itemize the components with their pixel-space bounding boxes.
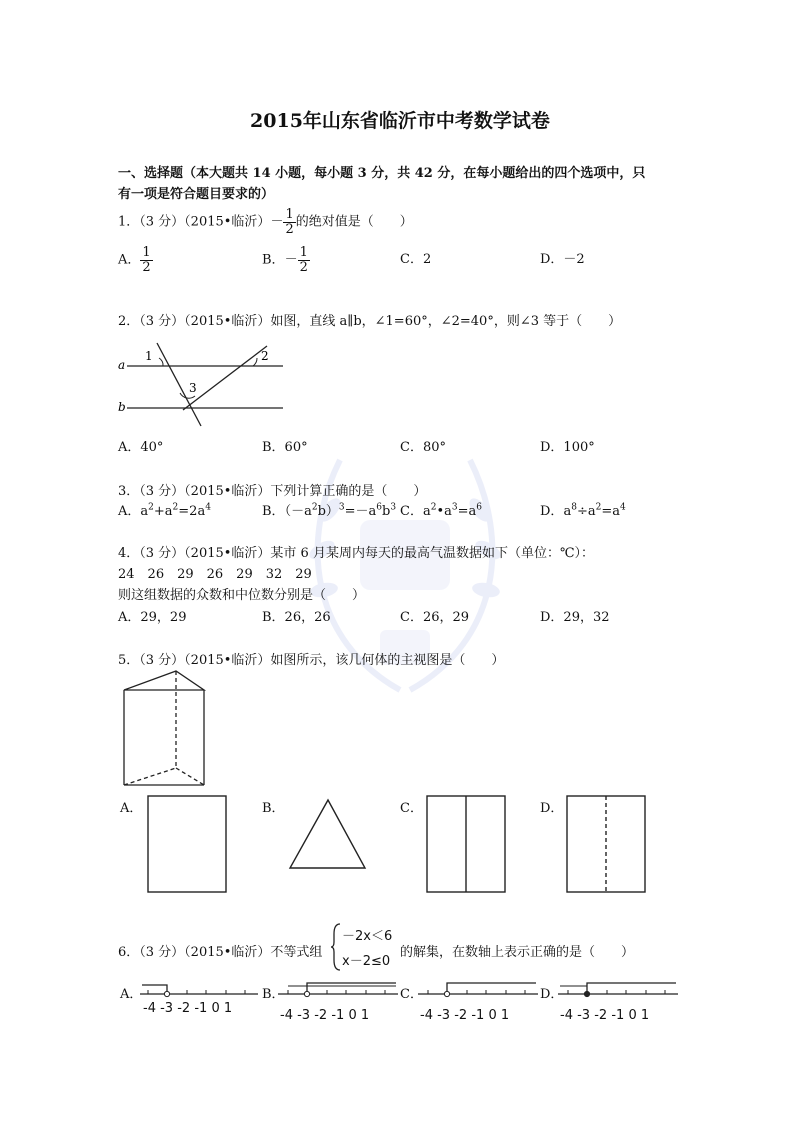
tick: -4 bbox=[560, 1008, 573, 1023]
q5-option-d-dashed-rectangle[interactable] bbox=[565, 794, 647, 894]
q3-a-exp2: 2 bbox=[172, 502, 179, 513]
q1-option-d[interactable]: D．－2 bbox=[540, 252, 585, 267]
q3-b-exp2: 3 bbox=[338, 502, 345, 513]
q6-brace bbox=[330, 922, 342, 972]
q2-angle1-arc bbox=[159, 358, 163, 366]
q6-option-a-number-line[interactable] bbox=[140, 982, 260, 998]
q3-b-label: B． bbox=[262, 504, 285, 519]
q4-option-d[interactable]: D．29，32 bbox=[540, 610, 610, 625]
section-heading-line2: 有一项是符合题目要求的） bbox=[118, 187, 275, 202]
q3-option-a[interactable] bbox=[118, 500, 211, 519]
q3-c-exp3: 6 bbox=[476, 502, 482, 513]
q5-option-d-label[interactable]: D． bbox=[540, 801, 564, 816]
q3-b-open: （－a bbox=[284, 504, 312, 519]
question-1 bbox=[118, 208, 413, 236]
q3-d-label: D． bbox=[540, 504, 564, 519]
q1-option-b-label: B． bbox=[262, 252, 285, 268]
tick: 0 bbox=[348, 1008, 357, 1023]
q6-option-c-label[interactable]: C． bbox=[400, 987, 423, 1002]
q3-d-base: a bbox=[563, 504, 572, 519]
q6-option-a-label[interactable]: A． bbox=[120, 987, 143, 1002]
q6-option-b-number-line[interactable] bbox=[278, 978, 400, 998]
q3-d-eq: =a bbox=[601, 504, 620, 519]
q6-option-b-ticks bbox=[280, 1008, 369, 1023]
tick: -3 bbox=[577, 1008, 591, 1023]
q1-fraction-num: 1 bbox=[285, 207, 294, 222]
q3-c-exp2: 3 bbox=[451, 502, 458, 513]
q5-option-c-label[interactable]: C． bbox=[400, 801, 423, 816]
q1-option-b-fraction bbox=[298, 246, 310, 274]
tick: -2 bbox=[177, 1001, 191, 1016]
q2-option-c[interactable]: C．80° bbox=[400, 440, 446, 455]
q3-d-mid: ÷a bbox=[576, 504, 596, 519]
q4-ask: 则这组数据的众数和中位数分别是（ ） bbox=[118, 588, 366, 603]
q5-option-c-split-rectangle[interactable] bbox=[425, 794, 507, 894]
q3-b-exp4: 3 bbox=[390, 502, 397, 513]
tick: -3 bbox=[437, 1008, 451, 1023]
q3-a-mid: +a bbox=[153, 504, 173, 519]
q3-c-label: C． bbox=[400, 504, 423, 519]
q2-label-a: a bbox=[118, 358, 126, 372]
question-2: 2．（3 分）（2015•临沂）如图，直线 a∥b，∠1=60°，∠2=40°，则∠3 等于（ ） bbox=[118, 314, 622, 329]
q6-suffix: 的解集，在数轴上表示正确的是（ ） bbox=[400, 945, 635, 960]
q3-a-label: A． bbox=[118, 504, 141, 519]
q3-b-exp1: 2 bbox=[311, 502, 318, 513]
page-title: 2015年山东省临沂市中考数学试卷 bbox=[250, 110, 550, 132]
q1-fraction-den: 2 bbox=[285, 221, 294, 237]
q3-b-close: b） bbox=[317, 504, 339, 519]
q3-b-b: b bbox=[382, 504, 391, 519]
tick: 0 bbox=[211, 1001, 220, 1016]
q1-option-b-den: 2 bbox=[299, 259, 308, 275]
tick: -3 bbox=[160, 1001, 174, 1016]
section-heading-line1: 一、选择题（本大题共 14 小题，每小题 3 分，共 42 分，在每小题给出的四个选项中，只 bbox=[118, 166, 646, 181]
q1-option-b-num: 1 bbox=[299, 245, 308, 260]
tick: -1 bbox=[331, 1008, 345, 1023]
q3-c-exp1: 2 bbox=[430, 502, 437, 513]
q2-label-2: 2 bbox=[261, 349, 269, 363]
q2-label-1: 1 bbox=[145, 349, 153, 363]
q5-option-b-label[interactable]: B． bbox=[262, 801, 285, 816]
tick: 0 bbox=[628, 1008, 637, 1023]
q1-option-a-num: 1 bbox=[142, 245, 151, 260]
q3-option-b[interactable] bbox=[262, 500, 396, 519]
q6-option-d-ticks bbox=[560, 1008, 649, 1023]
q6-option-d-label[interactable]: D． bbox=[540, 987, 564, 1002]
q3-b-exp3: 6 bbox=[376, 502, 383, 513]
q3-d-exp3: 4 bbox=[619, 502, 626, 513]
q3-a-exp3: 4 bbox=[205, 502, 211, 513]
q3-a-eq: =2a bbox=[178, 504, 206, 519]
q3-c-mid: •a bbox=[436, 504, 452, 519]
q3-b-eq: =－a bbox=[344, 504, 377, 519]
tick: -4 bbox=[420, 1008, 433, 1023]
q6-inequality-2: x－2≤0 bbox=[342, 954, 391, 969]
q1-option-a-fraction bbox=[140, 246, 152, 274]
q1-option-a-den: 2 bbox=[142, 259, 151, 275]
question-5: 5．（3 分）（2015•临沂）如图所示，该几何体的主视图是（ ） bbox=[118, 653, 505, 668]
question-3: 3．（3 分）（2015•临沂）下列计算正确的是（ ） bbox=[118, 484, 427, 499]
q5-option-a-label[interactable]: A． bbox=[120, 801, 143, 816]
q2-angle2-arc bbox=[253, 358, 257, 366]
tick: 1 bbox=[500, 1008, 510, 1023]
q2-label-3: 3 bbox=[189, 381, 197, 395]
tick: -2 bbox=[314, 1008, 328, 1023]
q6-inequality-1: －2x＜6 bbox=[342, 929, 393, 944]
q2-option-a[interactable]: A．40° bbox=[118, 440, 164, 455]
q1-option-b-minus: － bbox=[284, 252, 298, 268]
q4-option-b[interactable]: B．26，26 bbox=[262, 610, 331, 625]
q2-transversal-right bbox=[183, 346, 267, 410]
q3-c-base: a bbox=[422, 504, 431, 519]
tick: -1 bbox=[194, 1001, 208, 1016]
q1-prefix: 1．（3 分）（2015•临沂） bbox=[118, 214, 271, 230]
tick: 1 bbox=[640, 1008, 650, 1023]
q4-option-c[interactable]: C．26，29 bbox=[400, 610, 470, 625]
tick: 1 bbox=[360, 1008, 370, 1023]
q2-parallel-lines-figure bbox=[115, 338, 290, 430]
q5-triangular-prism-figure bbox=[118, 665, 210, 791]
q5-option-b-triangle[interactable] bbox=[287, 796, 369, 872]
tick: 0 bbox=[488, 1008, 497, 1023]
q5-option-a-rectangle[interactable] bbox=[146, 794, 228, 894]
q2-label-b: b bbox=[118, 400, 126, 414]
q1-suffix: 的绝对值是（ ） bbox=[295, 214, 413, 230]
q6-option-c-number-line[interactable] bbox=[418, 978, 540, 998]
q3-d-exp1: 8 bbox=[571, 502, 577, 513]
tick: 1 bbox=[223, 1001, 233, 1016]
tick: -2 bbox=[454, 1008, 468, 1023]
q1-option-c[interactable]: C．2 bbox=[400, 252, 432, 267]
tick: -4 bbox=[143, 1001, 156, 1016]
q3-d-exp2: 2 bbox=[595, 502, 602, 513]
q1-option-a[interactable] bbox=[118, 246, 153, 274]
q2-option-b[interactable]: B．60° bbox=[262, 440, 308, 455]
q4-data-values: 24 26 29 26 29 32 29 bbox=[118, 567, 312, 582]
q6-option-c-ticks bbox=[420, 1008, 509, 1023]
tick: -4 bbox=[280, 1008, 293, 1023]
q4-option-a[interactable]: A．29，29 bbox=[118, 610, 187, 625]
q6-option-d-number-line[interactable] bbox=[558, 978, 680, 998]
tick: -2 bbox=[594, 1008, 608, 1023]
question-4: 4．（3 分）（2015•临沂）某市 6 月某周内每天的最高气温数据如下（单位：℃）： bbox=[118, 546, 595, 561]
q1-minus: － bbox=[270, 214, 284, 230]
q6-option-a-ticks bbox=[143, 1001, 232, 1016]
q6-prefix: 6．（3 分）（2015•临沂）不等式组 bbox=[118, 945, 323, 960]
q1-option-a-label: A． bbox=[118, 252, 141, 268]
tick: -1 bbox=[471, 1008, 485, 1023]
q3-c-eq: =a bbox=[457, 504, 477, 519]
tick: -1 bbox=[611, 1008, 625, 1023]
q3-option-c[interactable] bbox=[400, 500, 482, 519]
q2-option-d[interactable]: D．100° bbox=[540, 440, 595, 455]
q1-option-b[interactable] bbox=[262, 246, 310, 274]
tick: -3 bbox=[297, 1008, 311, 1023]
q3-a-base: a bbox=[140, 504, 149, 519]
q3-a-exp1: 2 bbox=[148, 502, 154, 513]
q6-option-b-label[interactable]: B． bbox=[262, 987, 285, 1002]
q3-option-d[interactable] bbox=[540, 500, 626, 519]
q1-fraction bbox=[283, 208, 295, 236]
